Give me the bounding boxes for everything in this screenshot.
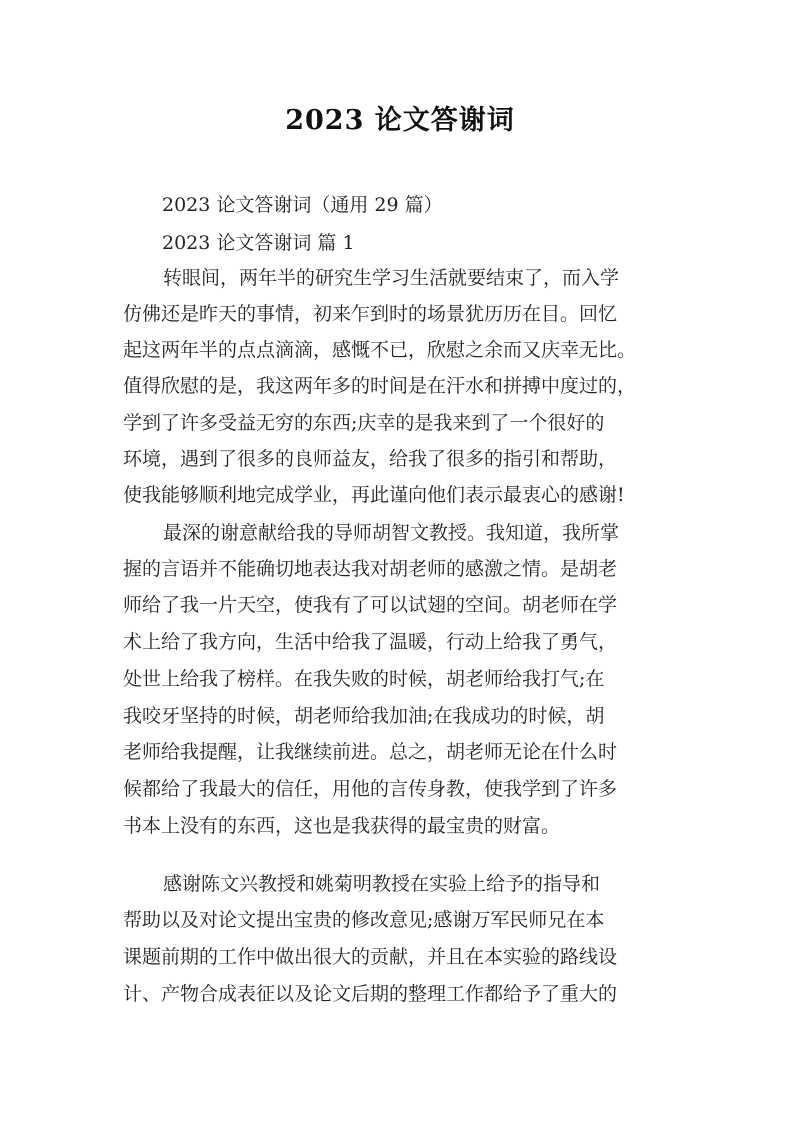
- paragraph-line: 学到了许多受益无穷的东西;庆幸的是我来到了一个很好的: [123, 412, 605, 434]
- paragraph-line: 术上给了我方向，生活中给我了温暖，行动上给我了勇气，: [123, 631, 618, 653]
- paragraph-line: 使我能够顺利地完成学业，再此谨向他们表示最衷心的感谢!: [123, 484, 625, 506]
- paragraph-line: 环境，遇到了很多的良师益友，给我了很多的指引和帮助，: [123, 448, 618, 470]
- paragraph-line: 帮助以及对论文提出宝贵的修改意见;感谢万军民师兄在本: [123, 909, 605, 931]
- paragraph-line: 起这两年半的点点滴滴，感慨不已，欣慰之余而又庆幸无比。: [123, 339, 637, 361]
- paragraph-line: 计、产物合成表征以及论文后期的整理工作都给予了重大的: [123, 983, 618, 1005]
- paragraph-line: 转眼间，两年半的研究生学习生活就要结束了，而入学: [163, 267, 620, 289]
- paragraph-line: 处世上给我了榜样。在我失败的时候，胡老师给我打气;在: [123, 668, 605, 690]
- paragraph-line: 课题前期的工作中做出很大的贡献，并且在本实验的路线设: [123, 946, 618, 968]
- paragraph-line: 感谢陈文兴教授和姚菊明教授在实验上给予的指导和: [163, 873, 601, 895]
- paragraph-line: 老师给我提醒，让我继续前进。总之，胡老师无论在什么时: [123, 741, 618, 763]
- document-title: 2023 论文答谢词: [285, 105, 515, 136]
- paragraph-line: 仿佛还是昨天的事情，初来乍到时的场景犹历历在目。回忆: [123, 303, 618, 325]
- paragraph-line: 师给了我一片天空，使我有了可以试翅的空间。胡老师在学: [123, 594, 618, 616]
- paragraph-line: 握的言语并不能确切地表达我对胡老师的感激之情。是胡老: [123, 558, 618, 580]
- section-heading: 2023 论文答谢词 篇 1: [162, 232, 355, 254]
- paragraph-line: 书本上没有的东西，这也是我获得的最宝贵的财富。: [123, 815, 561, 837]
- document-subtitle: 2023 论文答谢词（通用 29 篇）: [162, 194, 443, 216]
- paragraph-line: 值得欣慰的是，我这两年多的时间是在汗水和拼搏中度过的，: [123, 375, 637, 397]
- paragraph-line: 候都给了我最大的信任，用他的言传身教，使我学到了许多: [123, 778, 618, 800]
- paragraph-line: 我咬牙坚持的时候，胡老师给我加油;在我成功的时候，胡: [123, 705, 605, 727]
- paragraph-line: 最深的谢意献给我的导师胡智文教授。我知道，我所掌: [163, 522, 620, 544]
